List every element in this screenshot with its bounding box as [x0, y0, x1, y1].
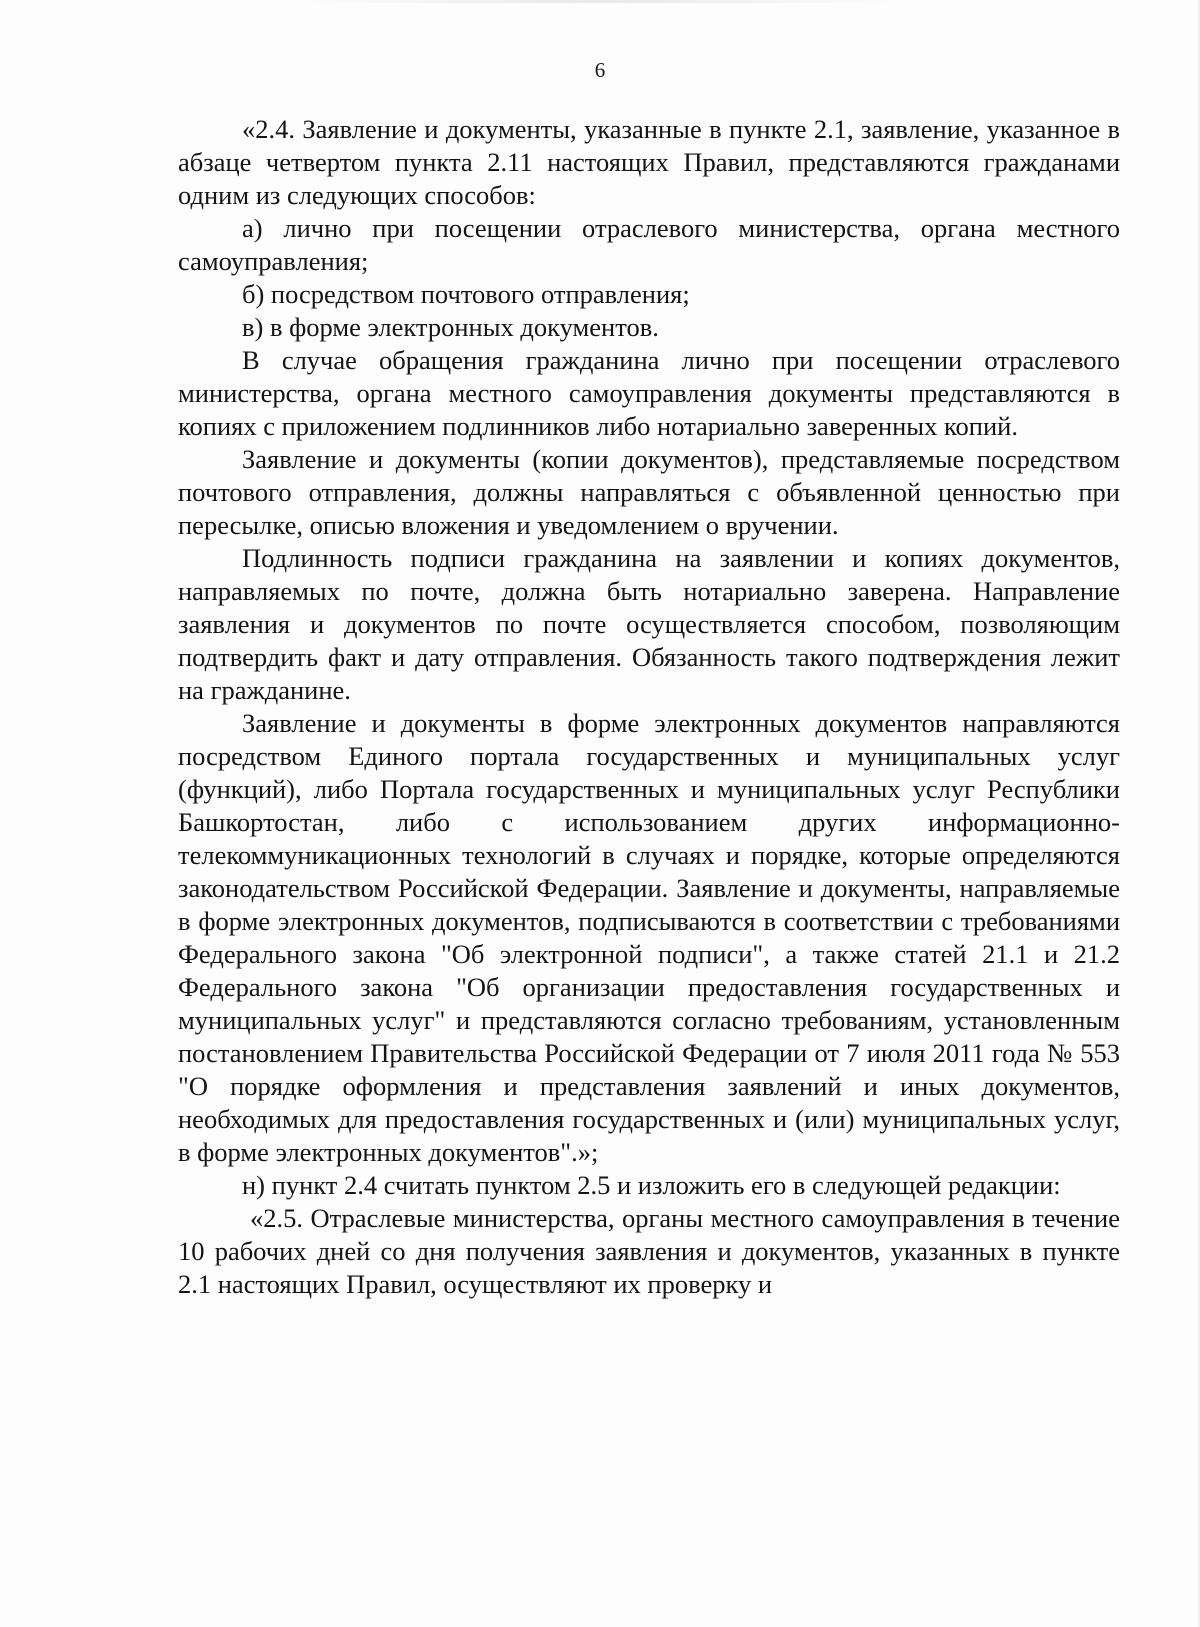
paragraph-signature: Подлинность подписи гражданина на заявлении и копиях документов, направляемых по почте, должна быть нотариально заверена. Направление заявления и документов по почте осуществляется способом, позволяющим подтвердить факт и дату отправления. Обязанность такого подтверждения лежит на гражданине. — [178, 543, 1120, 705]
paragraph-2-5: «2.5. Отраслевые министерства, органы местного самоуправления в течение 10 рабочих дней со дня получения заявления и документов, указанных в пункте 2.1 настоящих Правил, осуществляют их проверку и — [178, 1203, 1120, 1299]
paragraph-2-4: «2.4. Заявление и документы, указанные в пункте 2.1, заявление, указанное в абзаце четвертом пункта 2.11 настоящих Правил, представляются гражданами одним из следующих способов: — [178, 114, 1120, 210]
paragraph-postal: Заявление и документы (копии документов), представляемые посредством почтового отправления, должны направляться с объявленной ценностью при пересылке, описью вложения и уведомлением о вручении. — [178, 444, 1120, 540]
list-item-c: в) в форме электронных документов. — [242, 312, 659, 342]
paragraph-personal-visit: В случае обращения гражданина лично при посещении отраслевого министерства, органа местного самоуправления документы представляются в копиях с приложением подлинников либо нотариально заверенных копий. — [178, 345, 1120, 441]
list-item-a: а) лично при посещении отраслевого министерства, органа местного самоуправления; — [178, 213, 1120, 276]
page-number: 6 — [594, 58, 606, 82]
list-item-b: б) посредством почтового отправления; — [242, 279, 690, 309]
paragraph-item-n: н) пункт 2.4 считать пунктом 2.5 и изложить его в следующей редакции: — [242, 1170, 1061, 1200]
scan-edge — [300, 0, 900, 3]
document-body — [178, 113, 1120, 1301]
paragraph-electronic: Заявление и документы в форме электронных документов направляются посредством Единого портала государственных и муниципальных услуг (функций), либо Портала государственных и муниципальных услуг Республики Башкортостан, либо с использованием других информационно-телекоммуникационных технологий в случаях и порядке, которые определяются законодательством Российской Федерации. Заявление и документы, направляемые в форме электронных документов, подписываются в соответствии с требованиями Федерального закона "Об электронной подписи", а также статей 21.1 и 21.2 Федерального закона "Об организации предоставления государственных и муниципальных услуг" и представляются согласно требованиям, установленным постановлением Правительства Российской Федерации от 7 июля 2011 года № 553 "О порядке оформления и представления заявлений и иных документов, необходимых для предоставления государственных и (или) муниципальных услуг, в форме электронных документов".»; — [178, 708, 1120, 1167]
